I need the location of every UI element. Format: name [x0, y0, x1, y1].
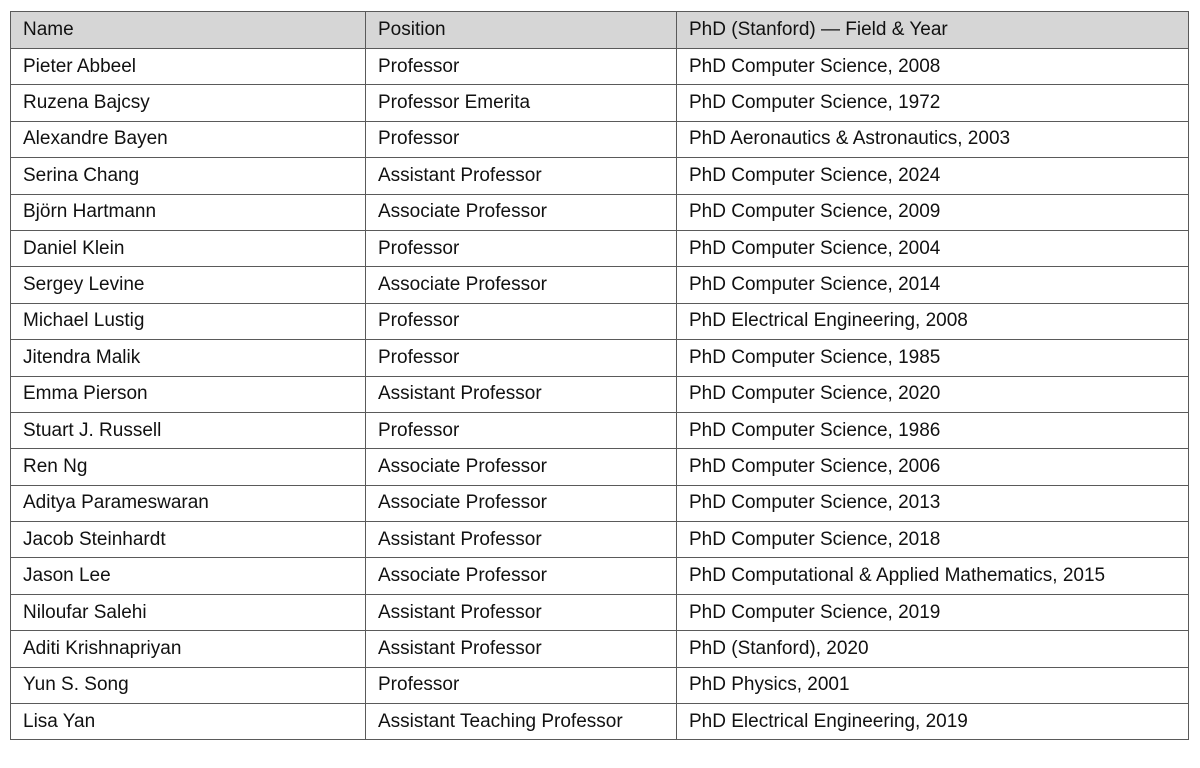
table-row — [11, 376, 1189, 412]
cell-phd: PhD Computer Science, 2018 — [677, 522, 1189, 558]
table-body — [11, 49, 1189, 740]
cell-phd: PhD Electrical Engineering, 2019 — [677, 704, 1189, 740]
cell-name: Aditya Parameswaran — [11, 485, 366, 521]
header-position: Position — [366, 12, 677, 49]
cell-name: Stuart J. Russell — [11, 412, 366, 448]
cell-phd: PhD Computer Science, 1986 — [677, 412, 1189, 448]
table-row — [11, 194, 1189, 230]
cell-position: Assistant Professor — [366, 376, 677, 412]
cell-phd: PhD Computer Science, 2019 — [677, 594, 1189, 630]
cell-position: Professor — [366, 49, 677, 85]
cell-position: Assistant Teaching Professor — [366, 704, 677, 740]
cell-position: Assistant Professor — [366, 594, 677, 630]
cell-position: Associate Professor — [366, 558, 677, 594]
cell-name: Emma Pierson — [11, 376, 366, 412]
table-row — [11, 631, 1189, 667]
header-phd: PhD (Stanford) — Field & Year — [677, 12, 1189, 49]
cell-phd: PhD Physics, 2001 — [677, 667, 1189, 703]
cell-position: Associate Professor — [366, 449, 677, 485]
cell-name: Jitendra Malik — [11, 340, 366, 376]
table-row — [11, 485, 1189, 521]
cell-position: Assistant Professor — [366, 522, 677, 558]
cell-phd: PhD Computer Science, 2009 — [677, 194, 1189, 230]
cell-phd: PhD Computer Science, 2008 — [677, 49, 1189, 85]
cell-position: Associate Professor — [366, 485, 677, 521]
cell-position: Professor — [366, 303, 677, 339]
cell-phd: PhD Computer Science, 2024 — [677, 158, 1189, 194]
table-row — [11, 230, 1189, 266]
table-row — [11, 303, 1189, 339]
cell-phd: PhD Computational & Applied Mathematics, 2015 — [677, 558, 1189, 594]
cell-name: Aditi Krishnapriyan — [11, 631, 366, 667]
table-row — [11, 121, 1189, 157]
cell-position: Associate Professor — [366, 194, 677, 230]
table-row — [11, 704, 1189, 740]
cell-position: Professor — [366, 667, 677, 703]
table-row — [11, 594, 1189, 630]
cell-phd: PhD Computer Science, 2014 — [677, 267, 1189, 303]
cell-phd: PhD Computer Science, 2006 — [677, 449, 1189, 485]
cell-name: Jacob Steinhardt — [11, 522, 366, 558]
cell-phd: PhD Computer Science, 1972 — [677, 85, 1189, 121]
header-row — [11, 12, 1189, 49]
table-row — [11, 49, 1189, 85]
table-row — [11, 558, 1189, 594]
cell-name: Niloufar Salehi — [11, 594, 366, 630]
cell-phd: PhD (Stanford), 2020 — [677, 631, 1189, 667]
cell-name: Ruzena Bajcsy — [11, 85, 366, 121]
header-name: Name — [11, 12, 366, 49]
cell-position: Professor — [366, 121, 677, 157]
table-row — [11, 449, 1189, 485]
cell-name: Lisa Yan — [11, 704, 366, 740]
table-row — [11, 267, 1189, 303]
cell-name: Pieter Abbeel — [11, 49, 366, 85]
cell-phd: PhD Electrical Engineering, 2008 — [677, 303, 1189, 339]
table-row — [11, 522, 1189, 558]
cell-name: Serina Chang — [11, 158, 366, 194]
cell-phd: PhD Computer Science, 2020 — [677, 376, 1189, 412]
cell-position: Associate Professor — [366, 267, 677, 303]
cell-phd: PhD Computer Science, 2004 — [677, 230, 1189, 266]
cell-position: Assistant Professor — [366, 158, 677, 194]
cell-name: Daniel Klein — [11, 230, 366, 266]
faculty-table — [10, 11, 1189, 740]
table-row — [11, 412, 1189, 448]
table-row — [11, 667, 1189, 703]
cell-phd: PhD Aeronautics & Astronautics, 2003 — [677, 121, 1189, 157]
table-row — [11, 340, 1189, 376]
cell-position: Professor Emerita — [366, 85, 677, 121]
faculty-table-container — [10, 11, 1188, 740]
cell-position: Professor — [366, 230, 677, 266]
cell-position: Professor — [366, 412, 677, 448]
cell-name: Michael Lustig — [11, 303, 366, 339]
cell-phd: PhD Computer Science, 2013 — [677, 485, 1189, 521]
cell-name: Sergey Levine — [11, 267, 366, 303]
cell-name: Alexandre Bayen — [11, 121, 366, 157]
cell-name: Yun S. Song — [11, 667, 366, 703]
cell-name: Jason Lee — [11, 558, 366, 594]
cell-position: Professor — [366, 340, 677, 376]
cell-phd: PhD Computer Science, 1985 — [677, 340, 1189, 376]
table-row — [11, 158, 1189, 194]
cell-name: Ren Ng — [11, 449, 366, 485]
cell-position: Assistant Professor — [366, 631, 677, 667]
table-header — [11, 12, 1189, 49]
table-row — [11, 85, 1189, 121]
cell-name: Björn Hartmann — [11, 194, 366, 230]
